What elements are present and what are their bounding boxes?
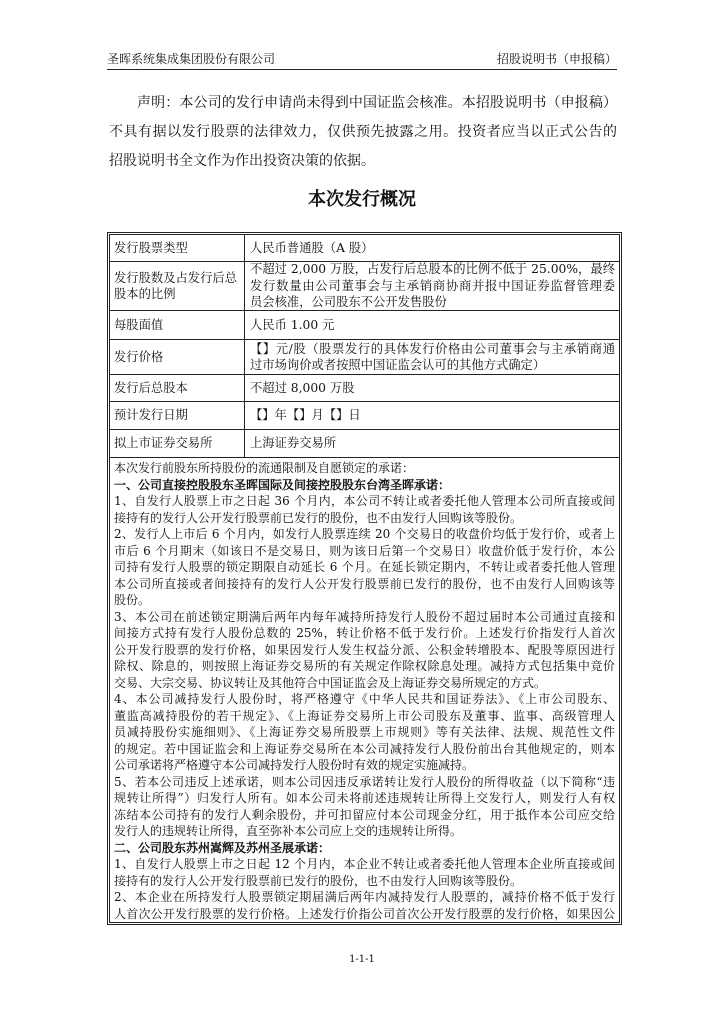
text-line: 拟上市证券交易所 [114,436,213,451]
text-line: 除权、除息的，则按照上海证券交易所的有关规定作除权除息处理。减持方式包括集中竞价 [114,659,615,673]
commitment-item [114,691,615,774]
text-line: 股份。 [114,593,151,607]
text-line: 上海证券交易所 [250,436,337,451]
table-row-share-type [110,235,619,262]
commitment-item [114,889,615,922]
text-line: 过市场询价或者按照中国证监会认可的其他方式确定） [250,358,546,372]
text-line: 预计发行日期 [114,408,188,423]
commitment-item [114,856,615,889]
text-line: 人首次公开发行股票的发行价格。上述发行价指公司首次公开发行股票的发行价格，如果因公 [114,906,615,921]
row-label [110,340,245,374]
commitment-item [114,526,615,609]
text-line: 发行价格 [114,349,164,364]
row-label [110,430,245,457]
table-row-issue-date [110,402,619,430]
declaration-paragraph [109,89,617,176]
text-line: 发行数量由公司董事会与主承销商协商并报中国证券监督管理委 [250,278,615,293]
page-number: 1-1-1 [349,954,375,965]
text-line: 本公司所直接或者间接持有的发行人公开发行股票前已发行的股份，也不由发行人回购该等 [114,576,615,591]
text-line: 董监高减持股份的若干规定》、《上海证券交易所上市公司股东及董事、监事、高级管理人 [114,708,615,723]
section-heading: 二、公司股东苏州嵩辉及苏州圣展承诺： [114,840,331,855]
text-line: 4、本公司减持发行人股份时，将严格遵守《中华人民共和国证券法》、《上市公司股东、 [114,692,615,706]
row-label [110,375,245,401]
commitment-item [114,774,615,840]
row-value [245,235,619,261]
offering-overview-table [107,232,622,925]
commitment-item [114,609,615,692]
text-line: 发行后总股本 [114,380,188,395]
lockup-commitments-cell [110,458,619,922]
text-line: 2、发行人上市后 6 个月内，如发行人股票连续 20 个交易日的收盘价均低于发行价，或者上 [114,527,615,541]
text-line: 人民币 1.00 元 [250,317,335,332]
row-label [110,402,245,429]
text-line: 发行股票类型 [114,240,188,255]
section-title: 本次发行概况 [308,189,416,210]
row-label [110,235,245,261]
text-line: 1、自发行人股票上市之日起 12 个月内，本企业不转让或者委托他人管理本企业所直接或间 [114,857,615,871]
text-line: 间接方式持有发行人股份总数的 25%，转让价格不低于发行价。上述发行价指发行人首次 [114,626,615,640]
row-value [245,430,619,457]
text-line: 【】元/股（股票发行的具体发行价格由公司董事会与主承销商通 [250,341,615,356]
text-line: 接持有的发行人公开发行股票前已发行的股份，也不由发行人回购该等股份。 [114,510,523,525]
row-value [245,402,619,429]
table-row-share-count [110,262,619,311]
table-row-par-value [110,311,619,340]
row-label [110,311,245,339]
row-label [110,262,245,310]
text-line: 不具有据以发行股票的法律效力，仅供预先披露之用。投资者应当以正式公告的 [109,124,617,140]
text-line: 2、本企业在所持发行人股票锁定期届满后两年内减持发行人股票的，减持价格不低于发行 [114,890,615,904]
text-line: 声明：本公司的发行申请尚未得到中国证监会核准。本招股说明书（申报稿） [137,95,617,111]
table-row-total-shares [110,375,619,402]
text-line: 招股说明书全文作为作出投资决策的依据。 [109,153,375,169]
text-line: 1、自发行人股票上市之日起 36 个月内，本公司不转让或者委托他人管理本公司所直接或间 [114,494,615,508]
document-title: 招股说明书（申报稿） [496,52,617,66]
text-line: 5、若本公司违反上述承诺，则本公司因违反承诺转让发行人股份的所得收益（以下简称“违 [114,774,615,789]
text-line: 人民币普通股（A 股） [250,240,374,255]
lockup-intro: 本次发行前股东所持股份的流通限制及自愿锁定的承诺： [114,461,415,475]
text-line: 接持有的发行人公开发行股票前已发行的股份，也不由发行人回购该等股份。 [114,873,523,888]
text-line: 3、本公司在前述锁定期满后两年内每年减持所持发行人股份不超过届时本公司通过直接和 [114,609,615,624]
text-line: 公司承诺将严格遵守本公司减持发行人股份时有效的规定实施减持。 [114,758,475,772]
text-line: 规转让所得”）归发行人所有。如本公司未将前述违规转让所得上交发行人，则发行人有权 [114,791,615,805]
text-line: 股本的比例 [114,287,176,301]
text-line: 发行人的违规转让所得，直至弥补本公司应上交的违规转让所得。 [114,824,463,838]
row-value [245,311,619,339]
table-row-issue-price [110,340,619,375]
text-line: 交易、大宗交易、协议转让及其他符合中国证监会及上海证券交易所规定的方式。 [114,675,547,690]
row-value [245,375,619,401]
text-line: 员减持股份实施细则》、《上海证券交易所股票上市规则》等有关法律、法规、规范性文件 [114,725,615,739]
text-line: 【】年【】月【】日 [250,408,361,423]
row-value [245,340,619,374]
text-line: 每股面值 [114,317,164,332]
row-value [245,262,619,310]
commitment-item [114,493,615,526]
text-line: 冻结本公司持有的发行人剩余股份，并可扣留应付本公司现金分红，用于抵作本公司应交给 [114,807,615,822]
company-name: 圣晖系统集成集团股份有限公司 [107,52,276,66]
table-row-exchange [110,430,619,458]
text-line: 不超过 8,000 万股 [250,380,355,395]
page-header [107,51,617,70]
text-line: 公开发行股票的发行价格，如果因发行人发生权益分派、公积金转增股本、配股等原因进行 [114,642,615,657]
text-line: 司持有发行人股票的锁定期限自动延长 6 个月。在延长锁定期内，不转让或者委托他人管理 [114,560,615,574]
text-line: 的规定。若中国证监会和上海证券交易所在本公司减持发行人股份前出台其他规定的，则本 [114,741,615,756]
text-line: 不超过 2,000 万股，占发行后总股本的比例不低于 25.00%，最终 [250,262,615,277]
text-line: 员会核准，公司股东不公开发售股份 [250,295,447,310]
text-line: 市后 6 个月期末（如该日不是交易日，则为该日后第一个交易日）收盘价低于发行价，本公 [114,543,615,558]
section-heading: 一、公司直接控股股东圣晖国际及间接控股股东台湾圣晖承诺： [114,477,451,492]
text-line: 发行股数及占发行后总 [114,270,237,285]
